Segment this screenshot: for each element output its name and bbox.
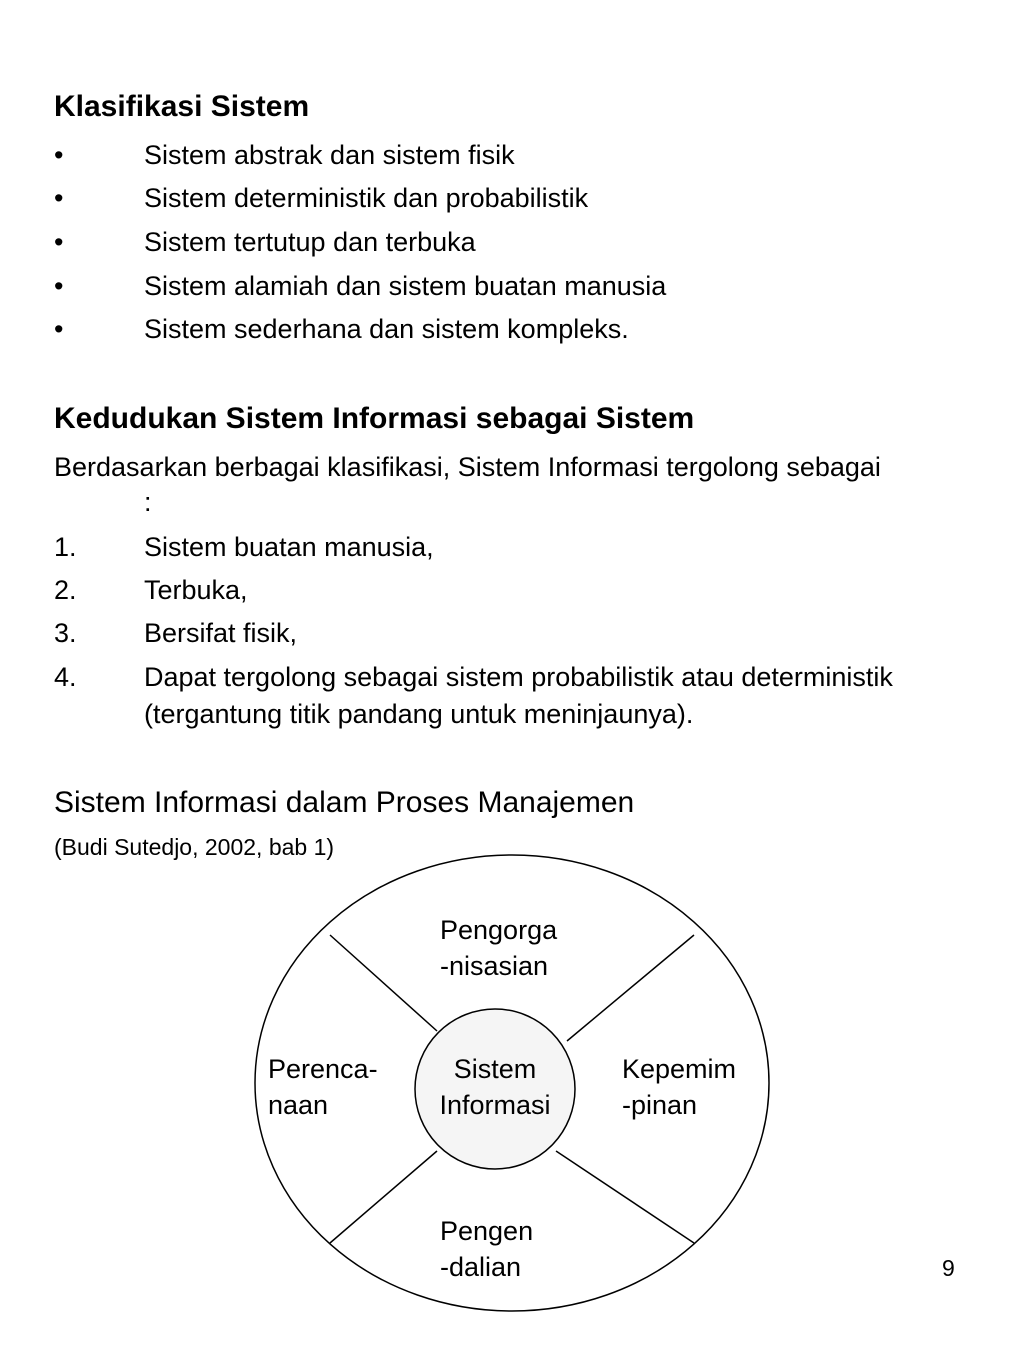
divider-line-top-left	[330, 935, 437, 1031]
label-line: -dalian	[440, 1252, 522, 1282]
label-controlling	[440, 1213, 533, 1285]
label-information-system	[415, 1051, 575, 1123]
bullet-marker: •	[54, 183, 64, 213]
section-title-kedudukan: Kedudukan Sistem Informasi sebagai Sistem	[54, 402, 695, 435]
bullet-marker: •	[54, 140, 64, 170]
list-item: Sistem abstrak dan sistem fisik	[144, 140, 515, 170]
divider-line-bottom-left	[330, 1151, 437, 1243]
bullet-marker: •	[54, 314, 64, 344]
page-number: 9	[942, 1255, 955, 1281]
label-line: Pengorga	[440, 915, 558, 945]
label-line: Sistem	[453, 1054, 537, 1084]
bullet-marker: •	[54, 227, 64, 257]
divider-line-top-right	[567, 935, 694, 1041]
label-line: Kepemim	[622, 1054, 737, 1084]
list-item: Sistem tertutup dan terbuka	[144, 227, 476, 257]
label-line: Informasi	[439, 1090, 551, 1120]
list-item: Sistem sederhana dan sistem kompleks.	[144, 314, 629, 344]
divider-line-bottom-right	[556, 1151, 694, 1243]
label-line: -pinan	[622, 1090, 698, 1120]
label-leading	[622, 1051, 736, 1123]
diagram-title: Sistem Informasi dalam Proses Manajemen	[54, 786, 635, 819]
label-line: Perenca-	[268, 1054, 378, 1084]
label-line: naan	[268, 1090, 329, 1120]
list-item-continuation: (tergantung titik pandang untuk meninjaunya).	[144, 699, 694, 729]
intro-text-continuation: :	[144, 487, 152, 517]
list-item: Terbuka,	[144, 575, 248, 605]
label-organizing	[440, 912, 557, 984]
list-item: Bersifat fisik,	[144, 618, 298, 648]
label-line: -nisasian	[440, 951, 549, 981]
bullet-marker: •	[54, 271, 64, 301]
list-number: 1.	[54, 532, 77, 562]
list-item: Dapat tergolong sebagai sistem probabilistik atau deterministik	[144, 662, 893, 692]
section-title-klasifikasi: Klasifikasi Sistem	[54, 90, 310, 123]
list-number: 2.	[54, 575, 77, 605]
citation: (Budi Sutedjo, 2002, bab 1)	[54, 834, 335, 860]
list-number: 3.	[54, 618, 77, 648]
list-item: Sistem alamiah dan sistem buatan manusia	[144, 271, 667, 301]
intro-text: Berdasarkan berbagai klasifikasi, Sistem Informasi tergolong sebagai	[54, 452, 881, 482]
label-line: Pengen	[440, 1216, 534, 1246]
list-item: Sistem buatan manusia,	[144, 532, 434, 562]
list-number: 4.	[54, 662, 77, 692]
list-item: Sistem deterministik dan probabilistik	[144, 183, 589, 213]
label-planning	[268, 1051, 378, 1123]
